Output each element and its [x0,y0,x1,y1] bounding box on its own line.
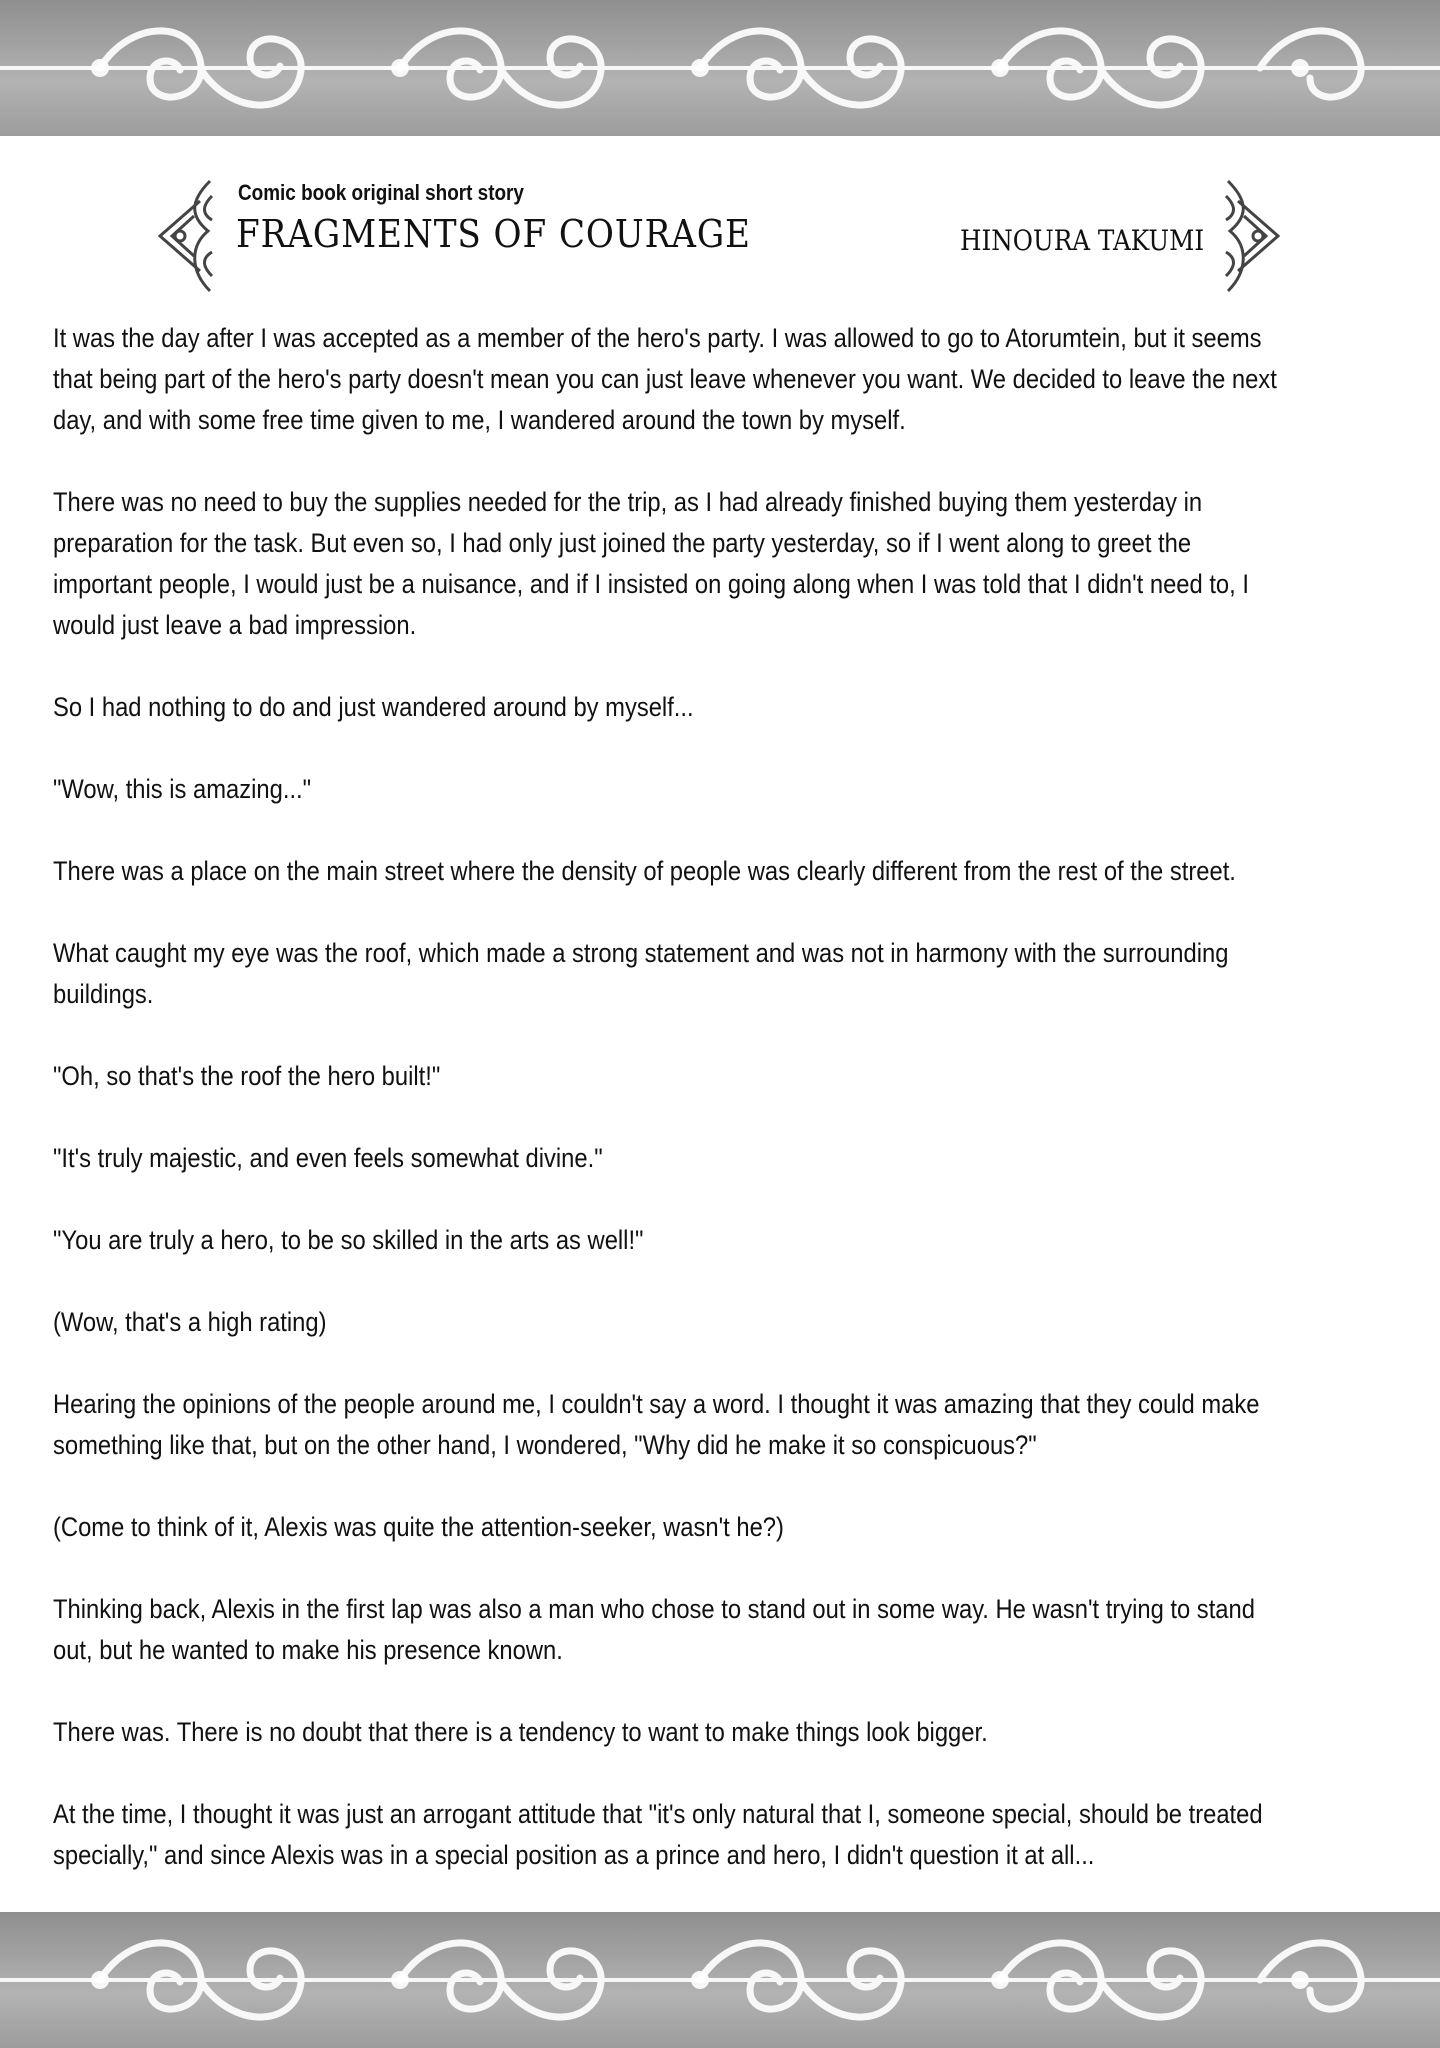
left-ornament-bracket-icon [150,176,220,296]
top-ornament-band [0,0,1440,136]
vine-ornament-icon [0,0,1440,136]
paragraph: (Come to think of it, Alexis was quite the attention-seeker, wasn't he?) [53,1512,784,1542]
paragraph: What caught my eye was the roof, which made a strong statement and was not in harmony with the surrounding buildings. [53,938,1229,1009]
story-header [0,160,1440,310]
paragraph: There was. There is no doubt that there is a tendency to want to make things look bigger. [53,1717,988,1747]
paragraph: So I had nothing to do and just wandered around by myself... [53,692,694,722]
paragraph: "You are truly a hero, to be so skilled in the arts as well!" [53,1225,644,1255]
bottom-ornament-band [0,1912,1440,2048]
story-author: HINOURA TAKUMI [960,224,1205,257]
story-body [53,318,1285,1917]
vine-ornament-icon [0,1912,1440,2048]
paragraph: Thinking back, Alexis in the first lap was also a man who chose to stand out in some way. He wasn't trying to stand out, but he wanted to make his presence known. [53,1594,1255,1665]
paragraph: Hearing the opinions of the people around me, I couldn't say a word. I thought it was amazing that they could make something like that, but on the other hand, I wondered, "Why did he make it so conspicuous?" [53,1389,1260,1460]
paragraph: "Oh, so that's the roof the hero built!" [53,1061,441,1091]
paragraph: "It's truly majestic, and even feels somewhat divine." [53,1143,603,1173]
story-kicker: Comic book original short story [238,180,524,205]
story-title: FRAGMENTS OF COURAGE [236,212,751,256]
paragraph: There was a place on the main street where the density of people was clearly different from the rest of the street. [53,856,1236,886]
paragraph: (Wow, that's a high rating) [53,1307,327,1337]
paragraph: There was no need to buy the supplies needed for the trip, as I had already finished buying them yesterday in preparation for the task. But even so, I had only just joined the party yesterday, so if I went along to greet the important people, I would just be a nuisance, and if I insisted on going along when I was told that I didn't need to, I would just leave a bad impression. [53,487,1249,640]
paragraph: "Wow, this is amazing..." [53,774,312,804]
paragraph: It was the day after I was accepted as a member of the hero's party. I was allowed to go to Atorumtein, but it seems that being part of the hero's party doesn't mean you can just leave whenever you want. We decided to leave the next day, and with some free time given to me, I wandered around the town by myself. [53,323,1277,435]
right-ornament-bracket-icon [1218,176,1288,296]
paragraph: At the time, I thought it was just an arrogant attitude that "it's only natural that I, someone special, should be treated specially," and since Alexis was in a special position as a prince and hero, I didn't question it at all... [53,1799,1263,1870]
